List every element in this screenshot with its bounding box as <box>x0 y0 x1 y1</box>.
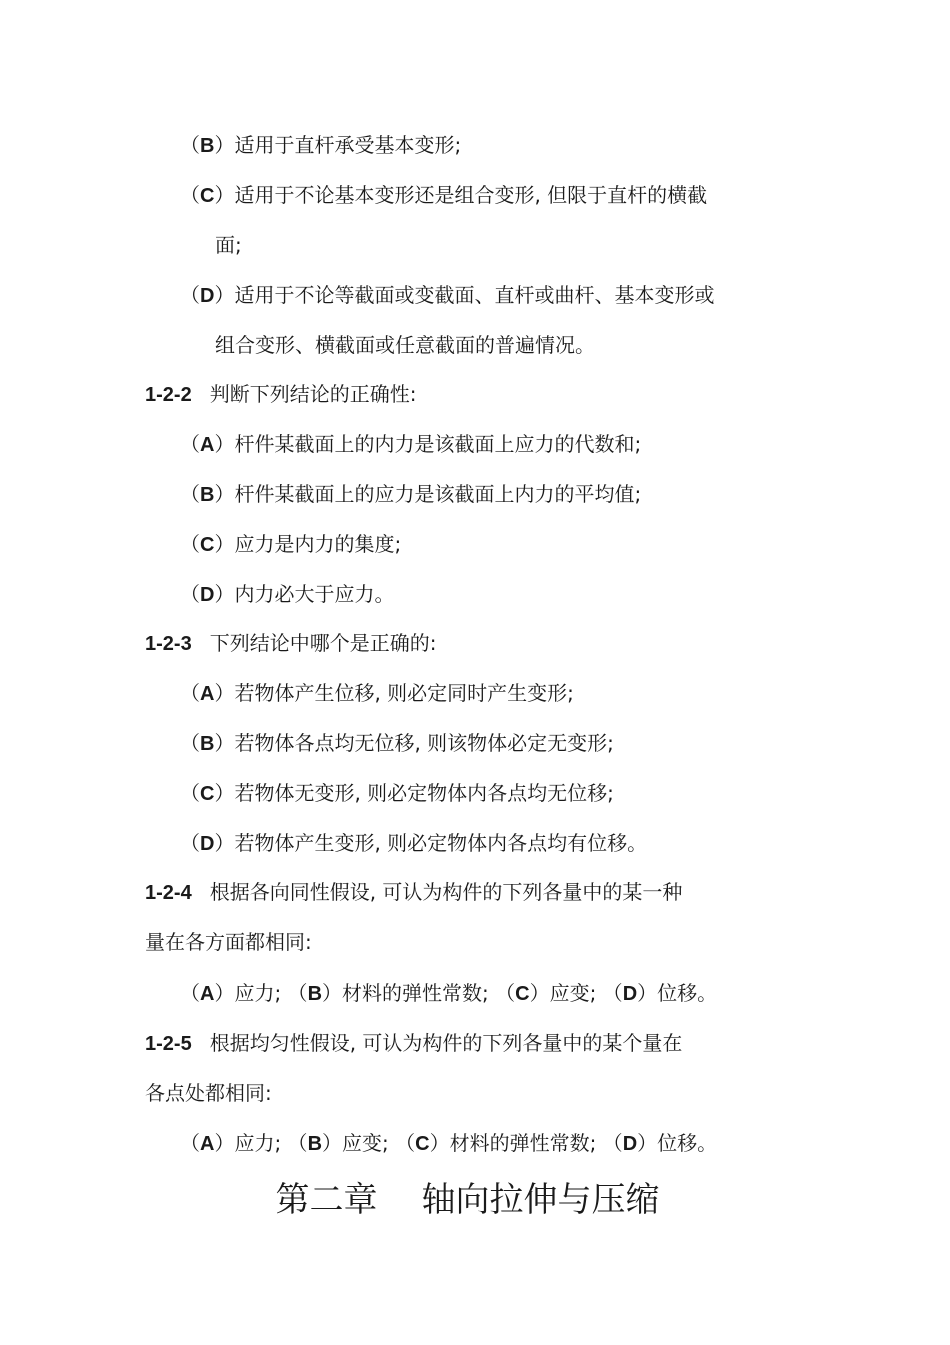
question-1-2-5: 1-2-5 根据均匀性假设, 可认为构件的下列各量中的某个量在 <box>145 1031 683 1055</box>
question-1-2-4-continuation: 量在各方面都相同: <box>145 930 312 954</box>
chapter-title: 轴向拉伸与压缩 <box>421 1180 660 1220</box>
q124-options: （A）应力; （B）材料的弹性常数; （C）应变; （D）位移。 <box>180 981 718 1005</box>
question-1-2-3: 1-2-3 下列结论中哪个是正确的: <box>145 631 437 655</box>
q123-option-b: （B）若物体各点均无位移, 则该物体必定无变形; <box>180 731 614 755</box>
q122-option-c: （C）应力是内力的集度; <box>180 532 402 556</box>
chapter-label: 第二章 <box>275 1180 378 1220</box>
q122-option-d: （D）内力必大于应力。 <box>180 582 395 606</box>
q123-option-d: （D）若物体产生变形, 则必定物体内各点均有位移。 <box>180 831 648 855</box>
question-1-2-5-continuation: 各点处都相同: <box>145 1081 272 1105</box>
q125-options: （A）应力; （B）应变; （C）材料的弹性常数; （D）位移。 <box>180 1131 718 1155</box>
option-d-continuation: 组合变形、横截面或任意截面的普遍情况。 <box>215 333 595 357</box>
q123-option-a: （A）若物体产生位移, 则必定同时产生变形; <box>180 681 574 705</box>
q123-option-c: （C）若物体无变形, 则必定物体内各点均无位移; <box>180 781 614 805</box>
option-c-continuation: 面; <box>215 233 242 257</box>
chapter-heading <box>0 1176 935 1224</box>
question-1-2-2: 1-2-2 判断下列结论的正确性: <box>145 382 417 406</box>
q122-option-b: （B）杆件某截面上的应力是该截面上内力的平均值; <box>180 482 642 506</box>
option-d: （D）适用于不论等截面或变截面、直杆或曲杆、基本变形或 <box>180 283 715 307</box>
question-1-2-4: 1-2-4 根据各向同性假设, 可认为构件的下列各量中的某一种 <box>145 880 683 904</box>
option-c: （C）适用于不论基本变形还是组合变形, 但限于直杆的横截 <box>180 183 708 207</box>
q122-option-a: （A）杆件某截面上的内力是该截面上应力的代数和; <box>180 432 642 456</box>
option-b: （B）适用于直杆承受基本变形; <box>180 133 462 157</box>
